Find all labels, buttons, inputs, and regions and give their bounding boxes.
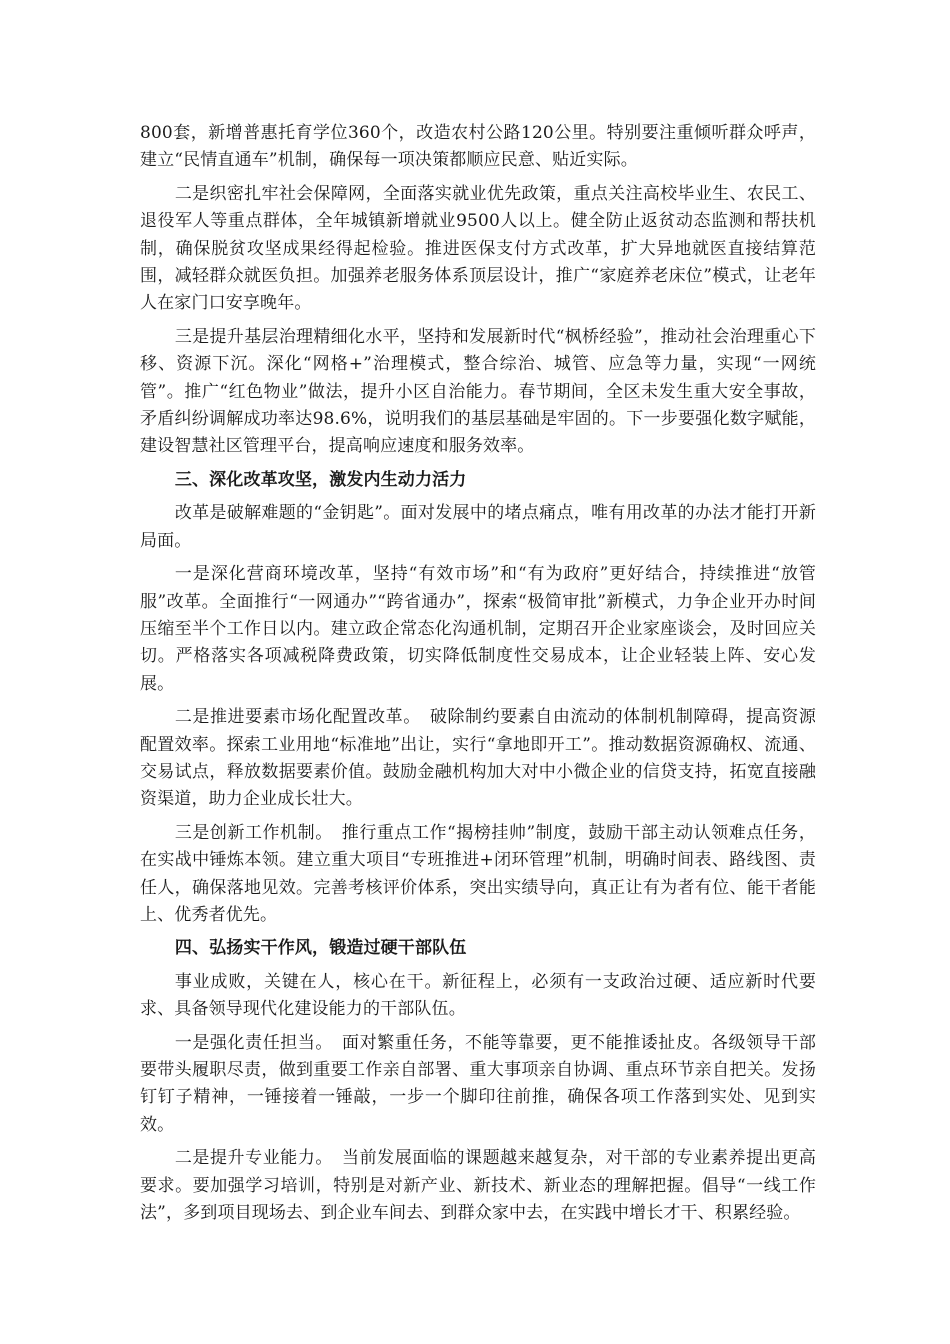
document-page (140, 120, 816, 1233)
paragraph-social-security: 二是织密扎牢社会保障网，全面落实就业优先政策，重点关注高校毕业生、农民工、退役军人等重点群体，全年城镇新增就业9500人以上。健全防止返贫动态监测和帮扶机制，确保脱贫攻坚成果经得起检验。推进医保支付方式改革，扩大异地就医直接结算范围，减轻群众就医负担。加强养老服务体系顶层设计，推广“家庭养老床位”模式，让老年人在家门口安享晚年。 (140, 183, 816, 314)
paragraph-reform-intro: 改革是破解难题的“金钥匙”。面对发展中的堵点痛点，唯有用改革的办法才能打开新局面。 (140, 503, 816, 551)
paragraph-factor-market: 二是推进要素市场化配置改革。 破除制约要素自由流动的体制机制障碍，提高资源配置效率。探索工业用地“标准地”出让，实行“拿地即开工”。推动数据资源确权、流通、交易试点，释放数据要素价值。鼓励金融机构加大对中小微企业的信贷支持，拓宽直接融资渠道，助力企业成长壮大。 (140, 707, 816, 810)
section-heading-reform: 三、深化改革攻坚，激发内生动力活力 (174, 469, 467, 490)
paragraph-business-environment: 一是深化营商环境改革，坚持“有效市场”和“有为政府”更好结合，持续推进“放管服”改革。全面推行“一网通办”“跨省通办”，探索“极简审批”新模式，力争企业开办时间压缩至半个工作日以内。建立政企常态化沟通机制，定期召开企业家座谈会，及时回应关切。严格落实各项减税降费政策，切实降低制度性交易成本，让企业轻装上阵、安心发展。 (140, 564, 816, 694)
paragraph-professional-ability: 二是提升专业能力。 当前发展面临的课题越来越复杂，对干部的专业素养提出更高要求。要加强学习培训，特别是对新产业、新技术、新业态的理解把握。倡导“一线工作法”，多到项目现场去、到企业车间去、到群众家中去，在实践中增长才干、积累经验。 (140, 1148, 816, 1224)
paragraph-cadres-intro: 事业成败，关键在人，核心在干。新征程上，必须有一支政治过硬、适应新时代要求、具备领导现代化建设能力的干部队伍。 (140, 971, 816, 1020)
paragraph-grassroots-governance: 三是提升基层治理精细化水平，坚持和发展新时代“枫桥经验”，推动社会治理重心下移、资源下沉。深化“网格+”治理模式，整合综治、城管、应急等力量，实现“一网统管”。推广“红色物业”做法，提升小区自治能力。春节期间，全区未发生重大安全事故，矛盾纠纷调解成功率达98.6%，说明我们的基层基础是牢固的。下一步要强化数字赋能，建设智慧社区管理平台，提高响应速度和服务效率。 (140, 326, 816, 457)
paragraph-work-mechanism: 三是创新工作机制。 推行重点工作“揭榜挂帅”制度，鼓励干部主动认领难点任务，在实战中锤炼本领。建立重大项目“专班推进+闭环管理”机制，明确时间表、路线图、责任人，确保落地见效。完善考核评价体系，突出实绩导向，真正让有为者有位、能干者能上、优秀者优先。 (140, 822, 816, 925)
section-heading-cadres: 四、弘扬实干作风，锻造过硬干部队伍 (174, 938, 467, 959)
paragraph-continued: 800套，新增普惠托育学位360个，改造农村公路120公里。特别要注重倾听群众呼声，建立“民情直通车”机制，确保每一项决策都顺应民意、贴近实际。 (140, 123, 816, 171)
paragraph-responsibility: 一是强化责任担当。 面对繁重任务，不能等靠要，更不能推诿扯皮。各级领导干部要带头履职尽责，做到重要工作亲自部署、重大事项亲自协调、重点环节亲自把关。发扬钉钉子精神，一锤接着一锤敲，一步一个脚印往前推，确保各项工作落到实处、见到实效。 (140, 1032, 816, 1135)
